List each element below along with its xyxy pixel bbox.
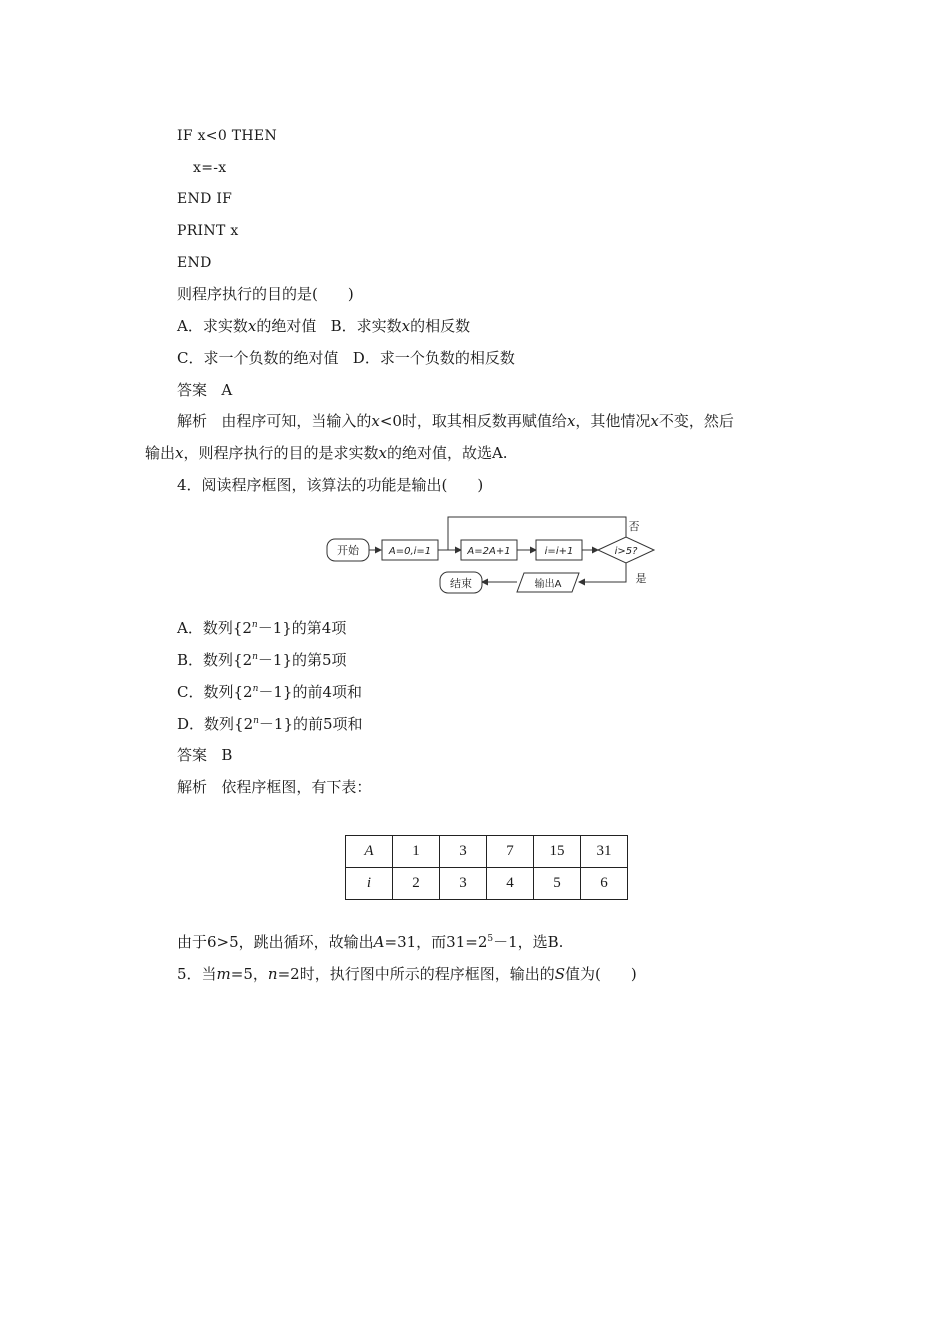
table-cell: 7 [487, 836, 534, 868]
q3-stem: 则程序执行的目的是( ) [177, 285, 354, 303]
q4-answer: 答案 B [177, 746, 233, 764]
q4-conclusion: 由于6>5，跳出循环，故输出A=31，而$31=2^5-1$，选B. [177, 933, 564, 951]
table-header-i: i [346, 868, 393, 900]
code-line-end: END [177, 255, 212, 271]
q3-options-cd [177, 348, 515, 368]
flow-yes-line [579, 563, 626, 582]
q4-option-d: D．数列$\{2^n-1\}$的前5项和 [177, 715, 363, 733]
table-cell: 5 [534, 868, 581, 900]
q3-answer: 答案 A [177, 381, 233, 399]
code-line-if: IF x<0 THEN [177, 128, 277, 144]
table-cell: 4 [487, 868, 534, 900]
table-cell: 2 [393, 868, 440, 900]
table-cell: 3 [440, 868, 487, 900]
q3-explanation-line2: 输出x，则程序执行的目的是求实数x的绝对值，故选A. [145, 444, 508, 462]
flow-init-label: A=0,i=1 [388, 546, 432, 557]
flow-condition-label: i>5? [614, 546, 638, 557]
q4-option-c: C．数列$\{2^n-1\}$的前4项和 [177, 683, 363, 701]
table-cell: 31 [581, 836, 628, 868]
q3-option-a: A．求实数 [177, 317, 248, 335]
table-cell: 1 [393, 836, 440, 868]
table-cell: 6 [581, 868, 628, 900]
table-header-a: A [346, 836, 393, 868]
q3-option-d: D．求一个负数的相反数 [352, 349, 515, 367]
q3-explanation-line1: 解析 由程序可知，当输入的x<0时，取其相反数再赋值给x，其他情况x不变，然后 [177, 412, 734, 430]
table-cell: 3 [440, 836, 487, 868]
code-line-assign: x=-x [193, 160, 227, 176]
q3-options-ab: A．求实数x的绝对值 B．求实数x的相反数 [177, 317, 471, 335]
q4-stem: 4．阅读程序框图，该算法的功能是输出( ) [177, 476, 484, 494]
flow-output-label: 输出A [534, 579, 562, 590]
q4-option-b: B．数列$\{2^n-1\}$的第5项 [177, 651, 347, 669]
flow-end-label: 结束 [450, 577, 472, 590]
flowchart [320, 512, 660, 602]
q3-option-c: C．求一个负数的绝对值 [177, 349, 339, 367]
table-row-a [346, 836, 628, 868]
table-cell: 15 [534, 836, 581, 868]
q4-option-a: A．数列$\{2^n-1\}$的第4项 [177, 619, 347, 637]
flow-yes-label: 是 [635, 572, 647, 585]
flow-increment-label: i=i+1 [544, 546, 574, 557]
q5-stem: 5．当m=5，n=2时，执行图中所示的程序框图，输出的S值为( ) [177, 965, 637, 983]
flow-assign-label: A=2A+1 [467, 546, 511, 557]
q4-explanation: 解析 依程序框图，有下表： [177, 778, 372, 796]
table-row-i [346, 868, 628, 900]
flow-no-label: 否 [628, 520, 640, 533]
iteration-table [345, 835, 628, 900]
code-line-print: PRINT x [177, 223, 239, 239]
flow-start-label: 开始 [337, 544, 359, 557]
q3-option-b: B．求实数 [330, 317, 402, 335]
code-line-endif: END IF [177, 191, 233, 207]
